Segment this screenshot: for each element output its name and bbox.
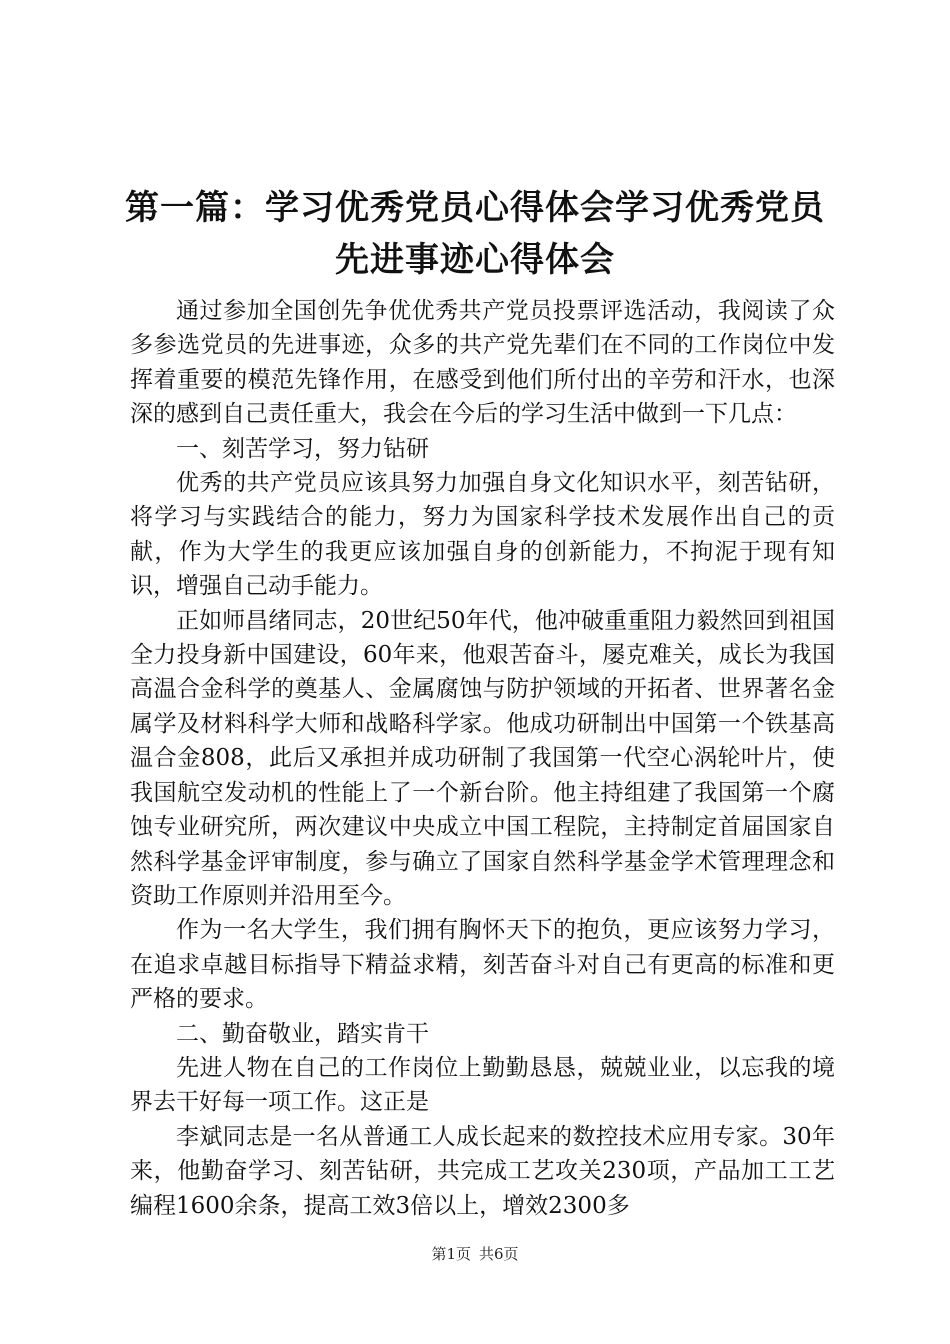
title-line-1: 第一篇：学习优秀党员心得体会学习优秀党员 [125, 188, 825, 228]
paragraph: 正如师昌绪同志，20世纪50年代，他冲破重重阻力毅然回到祖国全力投身新中国建设，60年来，他艰苦奋斗，屡克难关，成长为我国高温合金科学的奠基人、金属腐蚀与防护领域的开拓者、世界著名金属学及材料科学大师和战略科学家。他成功研制出中国第一个铁基高温合金808，此后又承担并成功研制了我国第一代空心涡轮叶片，使我国航空发动机的性能上了一个新台阶。他主持组建了我国第一个腐蚀专业研究所，两次建议中央成立中国工程院，主持制定首届国家自然科学基金评审制度，参与确立了国家自然科学基金学术管理理念和资助工作原则并沿用至今。 [130, 607, 835, 909]
paragraph-intro: 通过参加全国创先争优优秀共产党员投票评选活动，我阅读了众多参选党员的先进事迹，众多的共产党先辈们在不同的工作岗位中发挥着重要的模范先锋作用，在感受到他们所付出的辛劳和汗水，也深深的感到自己责任重大，我会在今后的学习生活中做到一下几点： [130, 298, 835, 428]
paragraph: 优秀的共产党员应该具努力加强自身文化知识水平，刻苦钻研，将学习与实践结合的能力，努力为国家科学技术发展作出自己的贡献，作为大学生的我更应该加强自身的创新能力，不拘泥于现有知识，增强自己动手能力。 [130, 470, 835, 600]
page-total: 共6页 [479, 1245, 519, 1263]
document-body [130, 294, 835, 1223]
page-footer [0, 1244, 950, 1264]
paragraph: 李斌同志是一名从普通工人成长起来的数控技术应用专家。30年来，他勤奋学习、刻苦钻研，共完成工艺攻关230项，产品加工工艺编程1600余条，提高工效3倍以上，增效2300多 [130, 1123, 835, 1219]
paragraph: 先进人物在自己的工作岗位上勤勤恳恳，兢兢业业，以忘我的境界去干好每一项工作。这正是 [130, 1054, 835, 1116]
title-line-2: 先进事迹心得体会 [335, 240, 615, 280]
section-heading-1: 一、刻苦学习，努力钻研 [176, 435, 429, 462]
document-title [95, 182, 855, 286]
section-heading-2: 二、勤奋敬业，踏实肯干 [176, 1020, 429, 1047]
page-number: 第1页 [431, 1245, 471, 1263]
paragraph: 作为一名大学生，我们拥有胸怀天下的抱负，更应该努力学习，在追求卓越目标指导下精益求精，刻苦奋斗对自己有更高的标准和更严格的要求。 [130, 917, 835, 1013]
